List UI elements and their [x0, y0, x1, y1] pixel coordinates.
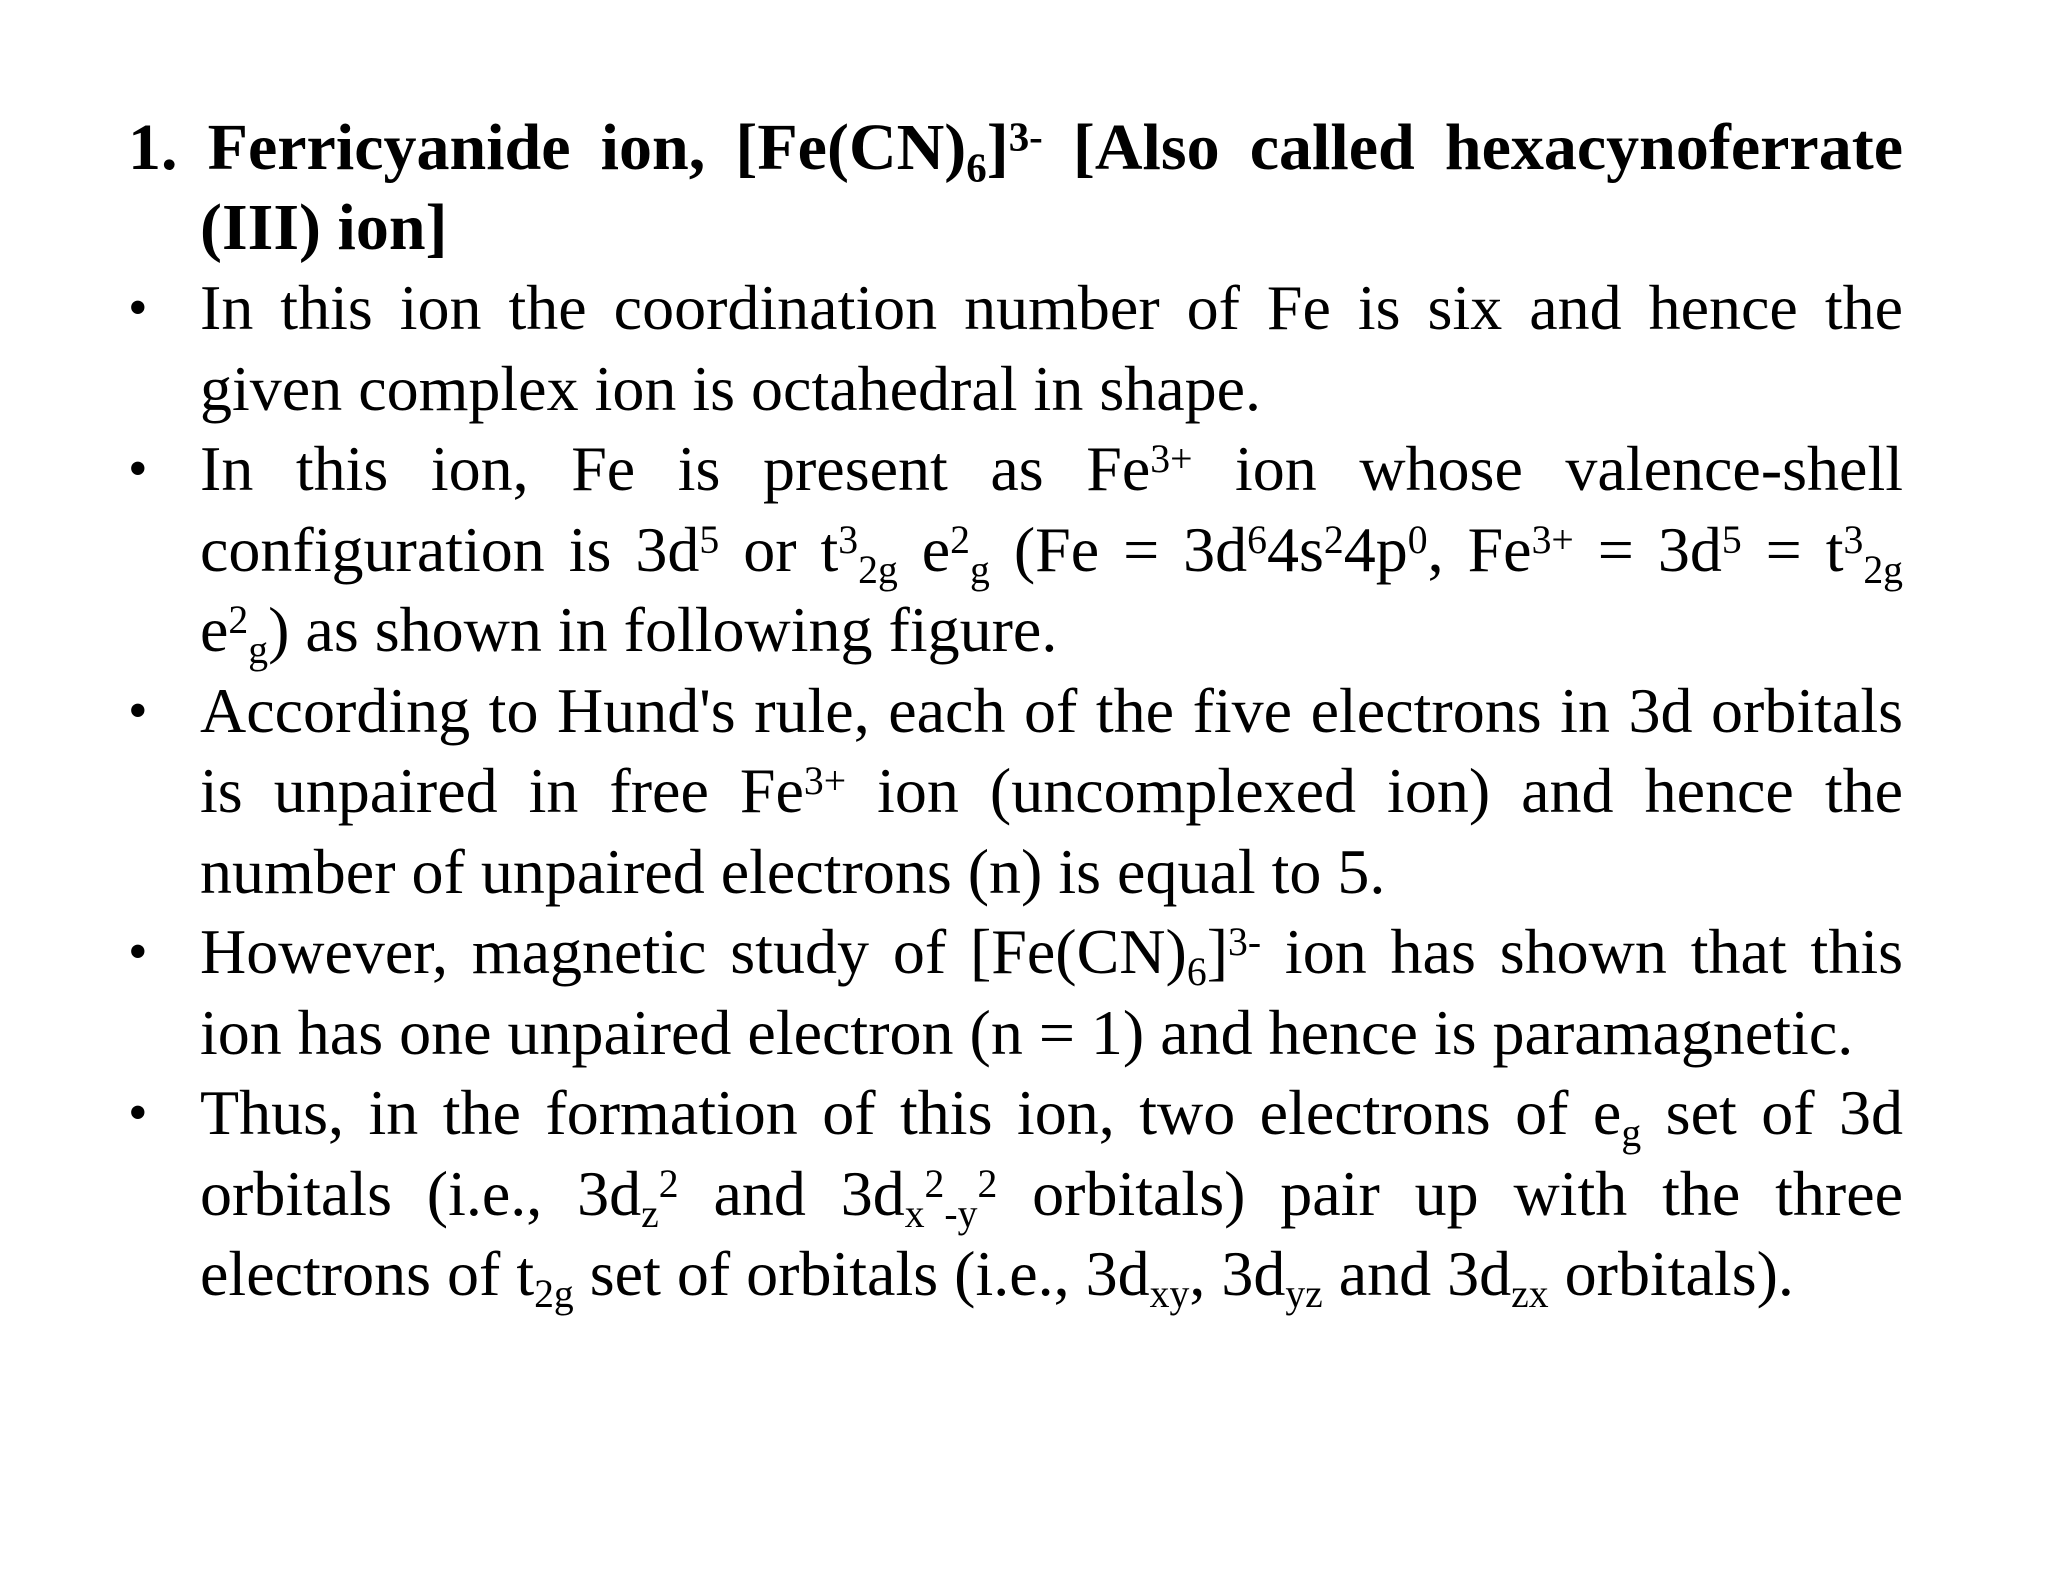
bullet-coordination-number: • In this ion the coordination number of Fe is six and hence the given complex ion is octahedral in shape.: [128, 268, 1903, 429]
section-heading: 1. Ferricyanide ion, $[Fe(CN)6]^{3-}$ [Also called hexacynoferrate (III) ion]: [128, 111, 1903, 264]
bullet-magnetic-study: • However, magnetic study of $[Fe(CN)_6]^{3-}$ ion has shown that this ion has one unpaired electron (n = 1) and hence is paramagnetic.: [128, 912, 1903, 1073]
bullet-electron-pairing: • Thus, in the formation of this ion, two electrons of $e_g$ set of 3d orbitals (i.e., $3d_z^2$ and $3d_x^2_{-y}^2$ orbitals) pair up with the three electrons of $t_{2g}$ set of orbitals (i.e., $3d_{xy}$, $3d_{yz}$ and $3d_{zx}$ orbitals).: [128, 1073, 1903, 1315]
bullet-marker: •: [128, 921, 148, 983]
bullet-valence-configuration: • In this ion, Fe is present as $Fe^{3+}$ ion whose valence-shell configuration is $3d^5$ or $t^3_{2g}$ $e^2_g$ ($Fe = 3d^64s^24p^0$, $Fe^{3+} = 3d^5 = t^3_{2g}$ $e^2_g$) as shown in following figure.: [128, 429, 1903, 671]
bullet-marker: •: [128, 679, 148, 742]
heading-number: 1.: [128, 111, 178, 184]
bullet-marker: •: [128, 438, 148, 500]
slide-content: [128, 108, 1903, 1315]
bullet-marker: •: [128, 277, 148, 339]
bullet-hunds-rule: • According to Hund's rule, each of the five electrons in 3d orbitals is unpaired in free $Fe^{3+}$ ion (uncomplexed ion) and hence the number of unpaired electrons (n) is equal to 5.: [128, 671, 1903, 913]
bullet-list: [128, 268, 1903, 1315]
bullet-marker: •: [128, 1082, 148, 1144]
